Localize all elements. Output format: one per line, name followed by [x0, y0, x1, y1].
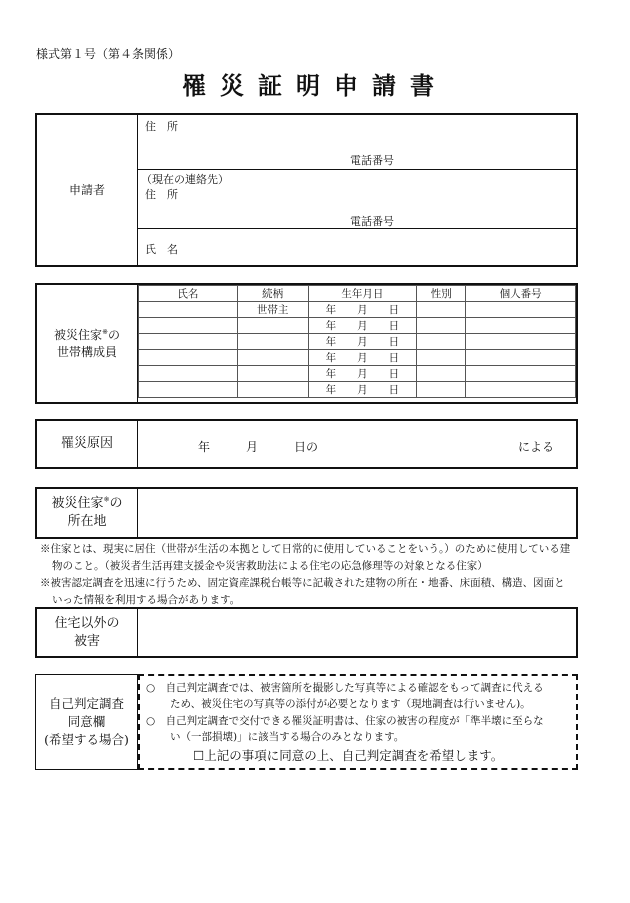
location-section [35, 487, 578, 539]
household-cell[interactable] [237, 366, 308, 382]
household-cell[interactable]: 世帯主 [237, 302, 308, 318]
form-number: 様式第１号（第４条関係） [36, 47, 181, 61]
table-row [139, 334, 576, 350]
household-cell[interactable] [466, 302, 576, 318]
household-cell[interactable]: 年 月 日 [308, 350, 417, 366]
table-row [139, 366, 576, 382]
note-1: ※住家とは、現実に居住（世帯が生活の本拠として日常的に使用していることをいう。）のために使用している建 物のこと。（被災者生活再建支援金や災害救助法による住宅の応急修理等の対象となる住家） [40, 543, 571, 572]
household-header-row [139, 286, 576, 302]
household-cell[interactable] [417, 334, 466, 350]
cause-date-text[interactable]: 年 月 日の [198, 440, 319, 454]
consent-box [138, 674, 578, 770]
applicant-address2-label: 住 所 [145, 188, 178, 201]
household-header-cell: 性別 [417, 286, 466, 302]
table-row [139, 350, 576, 366]
household-cell[interactable] [417, 382, 466, 398]
household-cell[interactable] [139, 334, 238, 350]
cause-section [35, 419, 578, 469]
household-cell[interactable] [466, 350, 576, 366]
table-row [139, 318, 576, 334]
household-cell[interactable]: 年 月 日 [308, 366, 417, 382]
applicant-phone-label[interactable]: 電話番号 [350, 154, 394, 167]
consent-agree-text: 上記の事項に同意の上、自己判定調査を希望します。 [204, 748, 504, 763]
location-label: 被災住家※の 所在地 [37, 489, 138, 537]
household-label: 被災住家※の 世帯構成員 [37, 285, 138, 402]
applicant-label: 申請者 [37, 115, 138, 265]
applicant-section [35, 113, 578, 267]
consent-item-1: ○ 自己判定調査では、被害箇所を撮影した写真等による確認をもって調査に代える ため、被災住宅の写真等の添付が必要となります（現地調査は行いません)。 [146, 682, 544, 711]
consent-checkbox[interactable]: ☐ [193, 748, 205, 763]
consent-label: 自己判定調査 同意欄 (希望する場合) [35, 674, 138, 770]
household-cell[interactable] [417, 366, 466, 382]
consent-agree-line [193, 746, 503, 764]
household-cell[interactable] [139, 302, 238, 318]
household-cell[interactable] [466, 382, 576, 398]
household-cell[interactable] [237, 318, 308, 334]
household-header-cell: 続柄 [237, 286, 308, 302]
applicant-name-label[interactable]: 氏 名 [145, 243, 178, 256]
household-cell[interactable]: 年 月 日 [308, 334, 417, 350]
table-row [139, 302, 576, 318]
household-cell[interactable]: 年 月 日 [308, 302, 417, 318]
household-cell[interactable] [466, 318, 576, 334]
household-cell[interactable]: 年 月 日 [308, 382, 417, 398]
household-cell[interactable] [139, 350, 238, 366]
household-cell[interactable] [237, 382, 308, 398]
household-cell[interactable] [417, 302, 466, 318]
household-cell[interactable] [466, 334, 576, 350]
applicant-address-label: 住 所 [145, 120, 178, 133]
applicant-phone2-label[interactable]: 電話番号 [350, 215, 394, 228]
household-cell[interactable] [237, 334, 308, 350]
household-header-cell: 生年月日 [308, 286, 417, 302]
household-table [138, 285, 576, 398]
table-row [139, 382, 576, 398]
household-cell[interactable] [417, 318, 466, 334]
contact-label: （現在の連絡先） [141, 173, 229, 186]
household-cell[interactable] [466, 366, 576, 382]
note-2: ※被害認定調査を迅速に行うため、固定資産課税台帳等に記載された建物の所在・地番、床面積、構造、図面と いった情報を利用する場合があります。 [40, 577, 565, 606]
non-house-section [35, 607, 578, 658]
cause-suffix: による [518, 440, 555, 454]
household-cell[interactable] [417, 350, 466, 366]
non-house-label: 住宅以外の 被害 [37, 609, 138, 656]
household-header-cell: 氏名 [139, 286, 238, 302]
divider [138, 169, 576, 170]
cause-label: 罹災原因 [37, 421, 138, 467]
household-cell[interactable] [139, 366, 238, 382]
household-header-cell: 個人番号 [466, 286, 576, 302]
household-section [35, 283, 578, 404]
consent-item-2: ○ 自己判定調査で交付できる罹災証明書は、住家の被害の程度が「準半壊に至らな い（一部損壊)」に該当する場合のみとなります。 [146, 715, 544, 744]
household-cell[interactable] [139, 318, 238, 334]
divider [138, 228, 576, 229]
household-cell[interactable] [139, 382, 238, 398]
household-cell[interactable]: 年 月 日 [308, 318, 417, 334]
page-title: 罹災証明申請書 [182, 71, 448, 100]
household-cell[interactable] [237, 350, 308, 366]
